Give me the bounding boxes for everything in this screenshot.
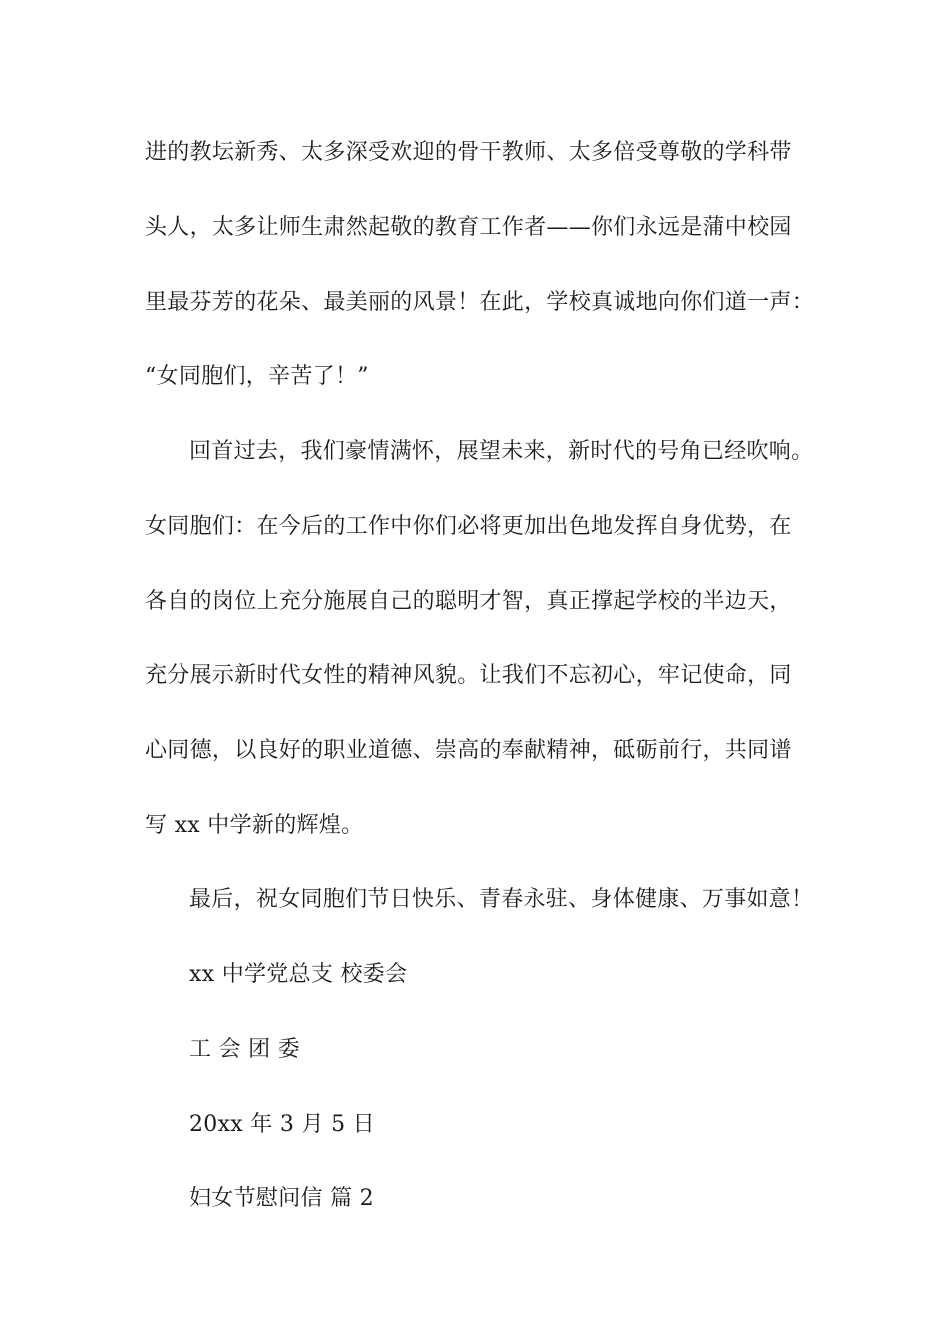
paragraph-line: 写 xx 中学新的辉煌。 [145, 813, 364, 838]
paragraph-line: 充分展示新时代女性的精神风貌。让我们不忘初心，牢记使命，同 [145, 663, 792, 688]
signature-line: 工 会 团 委 [189, 1037, 301, 1062]
date-line: 20xx 年 3 月 5 日 [189, 1112, 375, 1137]
paragraph-line: “女同胞们，辛苦了！” [145, 364, 369, 389]
paragraph-line: 回首过去，我们豪情满怀，展望未来，新时代的号角已经吹响。 [189, 439, 814, 464]
paragraph-line: 里最芬芳的花朵、最美丽的风景！在此，学校真诚地向你们道一声： [145, 290, 815, 315]
paragraph-line: 头人，太多让师生肃然起敬的教育工作者——你们永远是蒲中校园 [145, 215, 792, 240]
paragraph-line: 女同胞们：在今后的工作中你们必将更加出色地发挥自身优势，在 [145, 514, 792, 539]
section-heading: 妇女节慰问信 篇 2 [189, 1186, 374, 1211]
paragraph-line: 进的教坛新秀、太多深受欢迎的骨干教师、太多倍受尊敬的学科带 [145, 140, 792, 165]
signature-line: xx 中学党总支 校委会 [189, 962, 408, 987]
paragraph-line: 心同德，以良好的职业道德、崇高的奉献精神，砥砺前行，共同谱 [145, 738, 792, 763]
paragraph-line: 各自的岗位上充分施展自己的聪明才智，真正撑起学校的半边天， [145, 589, 792, 614]
closing-wish: 最后，祝女同胞们节日快乐、青春永驻、身体健康、万事如意！ [189, 887, 814, 912]
